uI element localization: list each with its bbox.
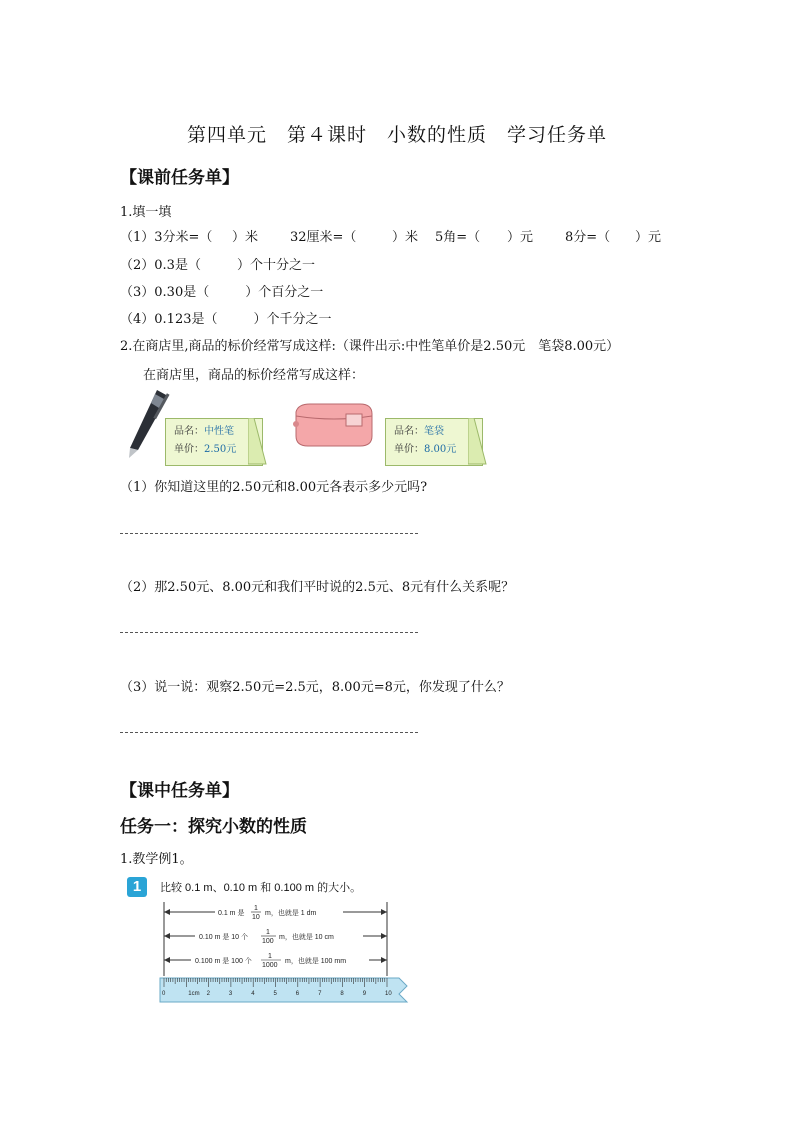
card-fold [248,418,268,466]
fill-row-text: （3）0.30是（ [120,285,210,300]
ruler-row-3-post: m，也就是 100 mm [285,958,347,965]
ruler-label: 7 [318,991,322,997]
card-price-key: 单价： [394,444,424,455]
fill-item-jiao-close: ）元 [507,230,534,245]
answer-line [120,632,418,633]
card-name-value: 笔袋 [424,426,444,437]
question-2-title: 2.在商店里,商品的标价经常写成这样:（课件出示:中性笔单价是2.50元 笔袋8.00元） [120,339,620,354]
ruler-row-3-den: 1000 [262,962,278,969]
fill-item-fen-open: 8分=（ [565,230,611,245]
card-price-value: 2.50元 [204,444,237,455]
ruler-label: 8 [340,991,344,997]
fill-row-4 [120,308,332,327]
fill-row-2 [120,254,315,273]
ruler-label: 3 [228,991,233,997]
ruler-label: 6 [295,991,300,997]
fill-row-text: ）个千分之一 [253,312,332,327]
in-class-heading: 【课中任务单】 [120,781,239,801]
ruler-row-2-num: 1 [266,929,270,936]
example-number-badge: 1 [127,877,147,897]
ruler-diagram [155,898,415,1008]
sub-question-3: （3）说一说：观察2.50元=2.5元，8.00元=8元，你发现了什么？ [120,680,510,695]
fill-item-jiao-open: 5角=（ [435,230,481,245]
ruler-row-1-num: 1 [254,905,258,912]
ruler-row-1-pre: 0.1 m 是 [218,910,245,917]
page-title: 第四单元 第４课时 小数的性质 学习任务单 [186,124,607,146]
ruler-label: 10 [385,991,392,997]
fill-item-fen-close: ）元 [635,230,662,245]
card-price-key: 单价： [174,444,204,455]
question-1-title: 1.填一填 [120,205,172,220]
ruler-row-2-pre: 0.10 m 是 10 个 [199,934,249,941]
item-1: 1.教学例1。 [120,852,193,867]
fill-row-1 [120,226,680,244]
pre-task-heading: 【课前任务单】 [120,168,239,188]
card-fold [468,418,488,466]
fill-item-dm-close: ）米 [232,230,259,245]
card-name-value: 中性笔 [204,426,234,437]
card-name-key: 品名： [394,426,424,437]
ruler-row-2-post: m，也就是 10 cm [279,934,334,941]
ruler-row-3-num: 1 [268,953,272,960]
ruler-row-3-pre: 0.100 m 是 100 个 [195,958,252,965]
ruler-label: 1cm [188,991,200,997]
card-name-key: 品名： [174,426,204,437]
ruler-label: 0 [162,991,166,997]
sub-question-2: （2）那2.50元、8.00元和我们平时说的2.5元、8元有什么关系呢？ [120,580,515,595]
example-title: 比较 0.1 m、0.10 m 和 0.100 m 的大小。 [160,882,362,894]
card-price-value: 8.00元 [424,444,457,455]
answer-line [120,533,418,534]
ruler-label: 9 [362,991,367,997]
sub-question-1: （1）你知道这里的2.50元和8.00元各表示多少元吗? [120,480,428,495]
ruler-label: 2 [206,991,210,997]
fill-item-cm-close: ）米 [392,230,419,245]
fill-item-cm-open: 32厘米=（ [290,230,357,245]
example-caption: 在商店里，商品的标价经常写成这样： [143,368,365,383]
fill-row-text: （2）0.3是（ [120,258,201,273]
fill-row-text: ）个百分之一 [245,285,324,300]
ruler-label: 5 [273,991,277,997]
fill-row-text: （4）0.123是（ [120,312,218,327]
ruler-row-2-den: 100 [262,938,274,945]
fill-row-3 [120,281,323,300]
answer-line [120,732,418,733]
fill-item-dm-open: （1）3分米=（ [120,230,213,245]
fill-row-text: ）个十分之一 [236,258,315,273]
ruler-label: 4 [251,991,255,997]
ruler-row-1-post: m，也就是 1 dm [265,910,317,917]
task-1-heading: 任务一：探究小数的性质 [120,817,307,837]
ruler-row-1-den: 10 [252,914,260,921]
pencil-case-image [290,402,376,448]
